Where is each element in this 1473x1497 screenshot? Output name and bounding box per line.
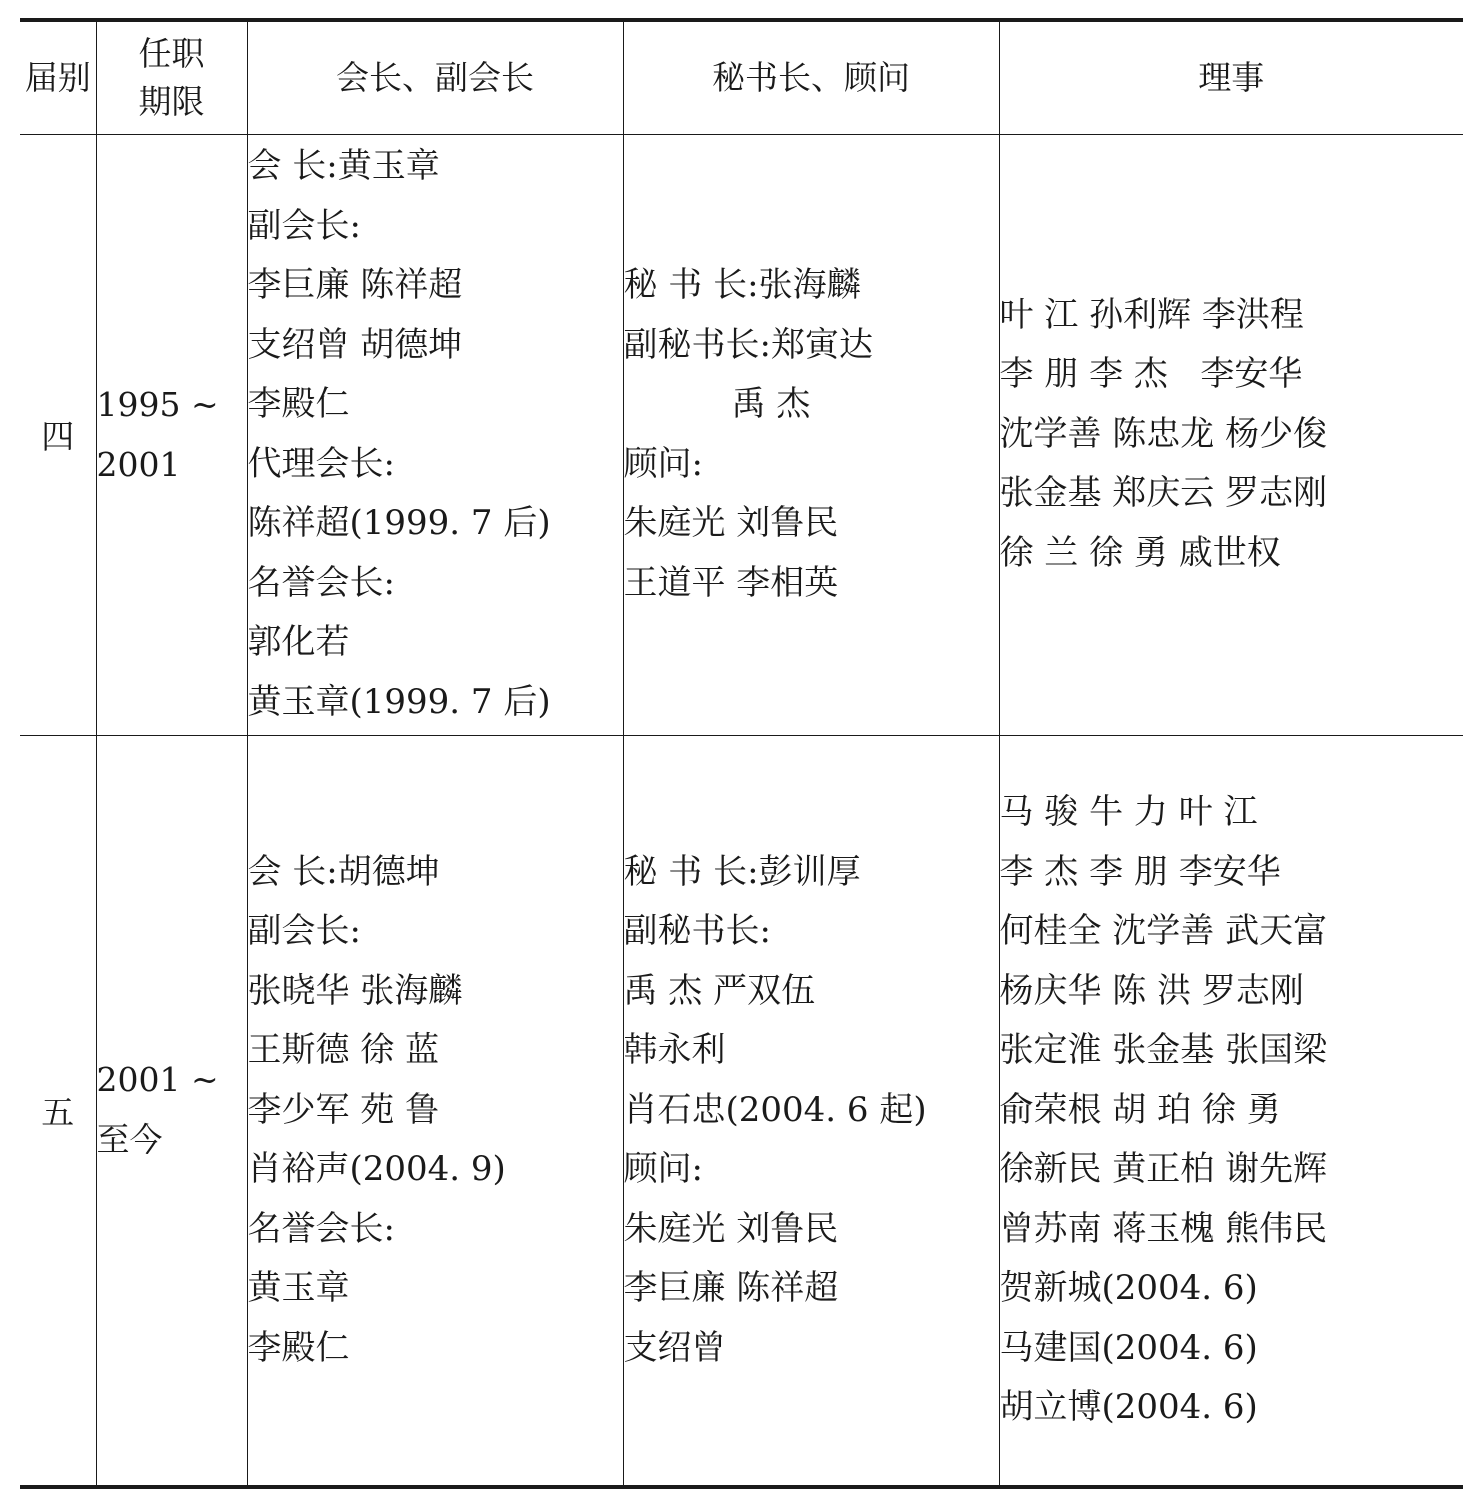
president-line: 李巨廉 陈祥超 — [247, 265, 463, 305]
president-line: 名誉会长: — [247, 1208, 395, 1249]
director-line: 徐 兰 徐 勇 戚世权 — [999, 532, 1281, 573]
period-cell — [96, 735, 247, 1487]
director-line: 李 杰 李 朋 李安华 — [999, 851, 1281, 892]
director-line: 叶 江 孙利辉 李洪程 — [999, 294, 1304, 335]
secretary-line: 副秘书长:郑寅达 — [623, 324, 873, 365]
secretaries-cell — [623, 735, 999, 1487]
president-line: 王斯德 徐 蓝 — [247, 1030, 440, 1070]
period-end: 2001 — [96, 444, 181, 484]
header-period — [96, 20, 247, 134]
president-line: 会 长:黄玉章 — [247, 146, 440, 186]
president-line: 李殿仁 — [247, 1327, 350, 1368]
president-line: 代理会长: — [247, 443, 395, 484]
secretary-line: 李巨廉 陈祥超 — [623, 1268, 839, 1308]
president-line: 郭化若 — [247, 622, 350, 662]
header-period-line1: 任职 — [138, 33, 205, 73]
header-directors: 理事 — [999, 20, 1463, 134]
director-line: 贺新城(2004. 6) — [999, 1268, 1258, 1308]
president-line: 会 长:胡德坤 — [247, 851, 440, 892]
header-period-line2: 期限 — [138, 81, 205, 121]
president-line: 张晓华 张海麟 — [247, 970, 463, 1011]
header-secretaries: 秘书长、顾问 — [623, 20, 999, 134]
director-line: 沈学善 陈忠龙 杨少俊 — [999, 413, 1328, 454]
secretaries-cell — [623, 134, 999, 735]
period-end: 至今 — [96, 1120, 163, 1160]
director-line: 马建国(2004. 6) — [999, 1327, 1258, 1368]
president-line: 副会长: — [247, 911, 361, 951]
presidents-cell — [247, 735, 623, 1487]
director-line: 徐新民 黄正柏 谢先辉 — [999, 1149, 1328, 1189]
director-line: 杨庆华 陈 洪 罗志刚 — [999, 970, 1304, 1011]
header-row — [20, 20, 1463, 134]
secretary-line: 顾问: — [623, 443, 703, 484]
president-line: 李殿仁 — [247, 384, 350, 424]
president-line: 李少军 苑 鲁 — [247, 1089, 440, 1130]
secretary-line: 支绍曾 — [623, 1327, 726, 1368]
council-roster-table — [20, 18, 1463, 1489]
president-line: 支绍曾 胡德坤 — [247, 324, 463, 365]
director-line: 马 骏 牛 力 叶 江 — [999, 792, 1258, 832]
president-line: 肖裕声(2004. 9) — [247, 1149, 506, 1189]
secretary-line: 副秘书长: — [623, 911, 771, 951]
director-line: 曾苏南 蒋玉槐 熊伟民 — [999, 1208, 1328, 1249]
director-line: 张金基 郑庆云 罗志刚 — [999, 473, 1328, 514]
director-line: 何桂全 沈学善 武天富 — [999, 911, 1328, 951]
secretary-line: 禹 杰 — [623, 384, 811, 424]
period-start: 1995 ~ — [96, 384, 219, 424]
directors-cell — [999, 735, 1463, 1487]
president-line: 副会长: — [247, 205, 361, 246]
president-line: 黄玉章(1999. 7 后) — [247, 681, 551, 722]
secretary-line: 秘 书 长:彭训厚 — [623, 851, 861, 892]
table-body — [20, 134, 1463, 1487]
president-line: 名誉会长: — [247, 562, 395, 603]
secretary-line: 顾问: — [623, 1149, 703, 1189]
secretary-line: 禹 杰 严双伍 — [623, 970, 816, 1011]
secretary-line: 王道平 李相英 — [623, 562, 839, 603]
director-line: 胡立博(2004. 6) — [999, 1387, 1258, 1427]
header-term: 届别 — [20, 20, 96, 134]
table-row-term-5 — [20, 735, 1463, 1487]
table-row-term-4 — [20, 134, 1463, 735]
table-header — [20, 20, 1463, 134]
secretary-line: 秘 书 长:张海麟 — [623, 265, 861, 305]
term-cell: 四 — [20, 134, 96, 735]
secretary-line: 肖石忠(2004. 6 起) — [623, 1089, 927, 1130]
secretary-line: 朱庭光 刘鲁民 — [623, 1208, 839, 1249]
director-line: 俞荣根 胡 珀 徐 勇 — [999, 1089, 1281, 1130]
director-line: 张定淮 张金基 张国梁 — [999, 1030, 1328, 1070]
secretary-line: 朱庭光 刘鲁民 — [623, 503, 839, 543]
president-line: 陈祥超(1999. 7 后) — [247, 503, 551, 543]
period-cell — [96, 134, 247, 735]
president-line: 黄玉章 — [247, 1268, 350, 1308]
header-presidents: 会长、副会长 — [247, 20, 623, 134]
period-start: 2001 ~ — [96, 1060, 219, 1100]
presidents-cell — [247, 134, 623, 735]
director-line: 李 朋 李 杰 李安华 — [999, 354, 1303, 395]
secretary-line: 韩永利 — [623, 1030, 726, 1070]
directors-cell — [999, 134, 1463, 735]
term-cell: 五 — [20, 735, 96, 1487]
